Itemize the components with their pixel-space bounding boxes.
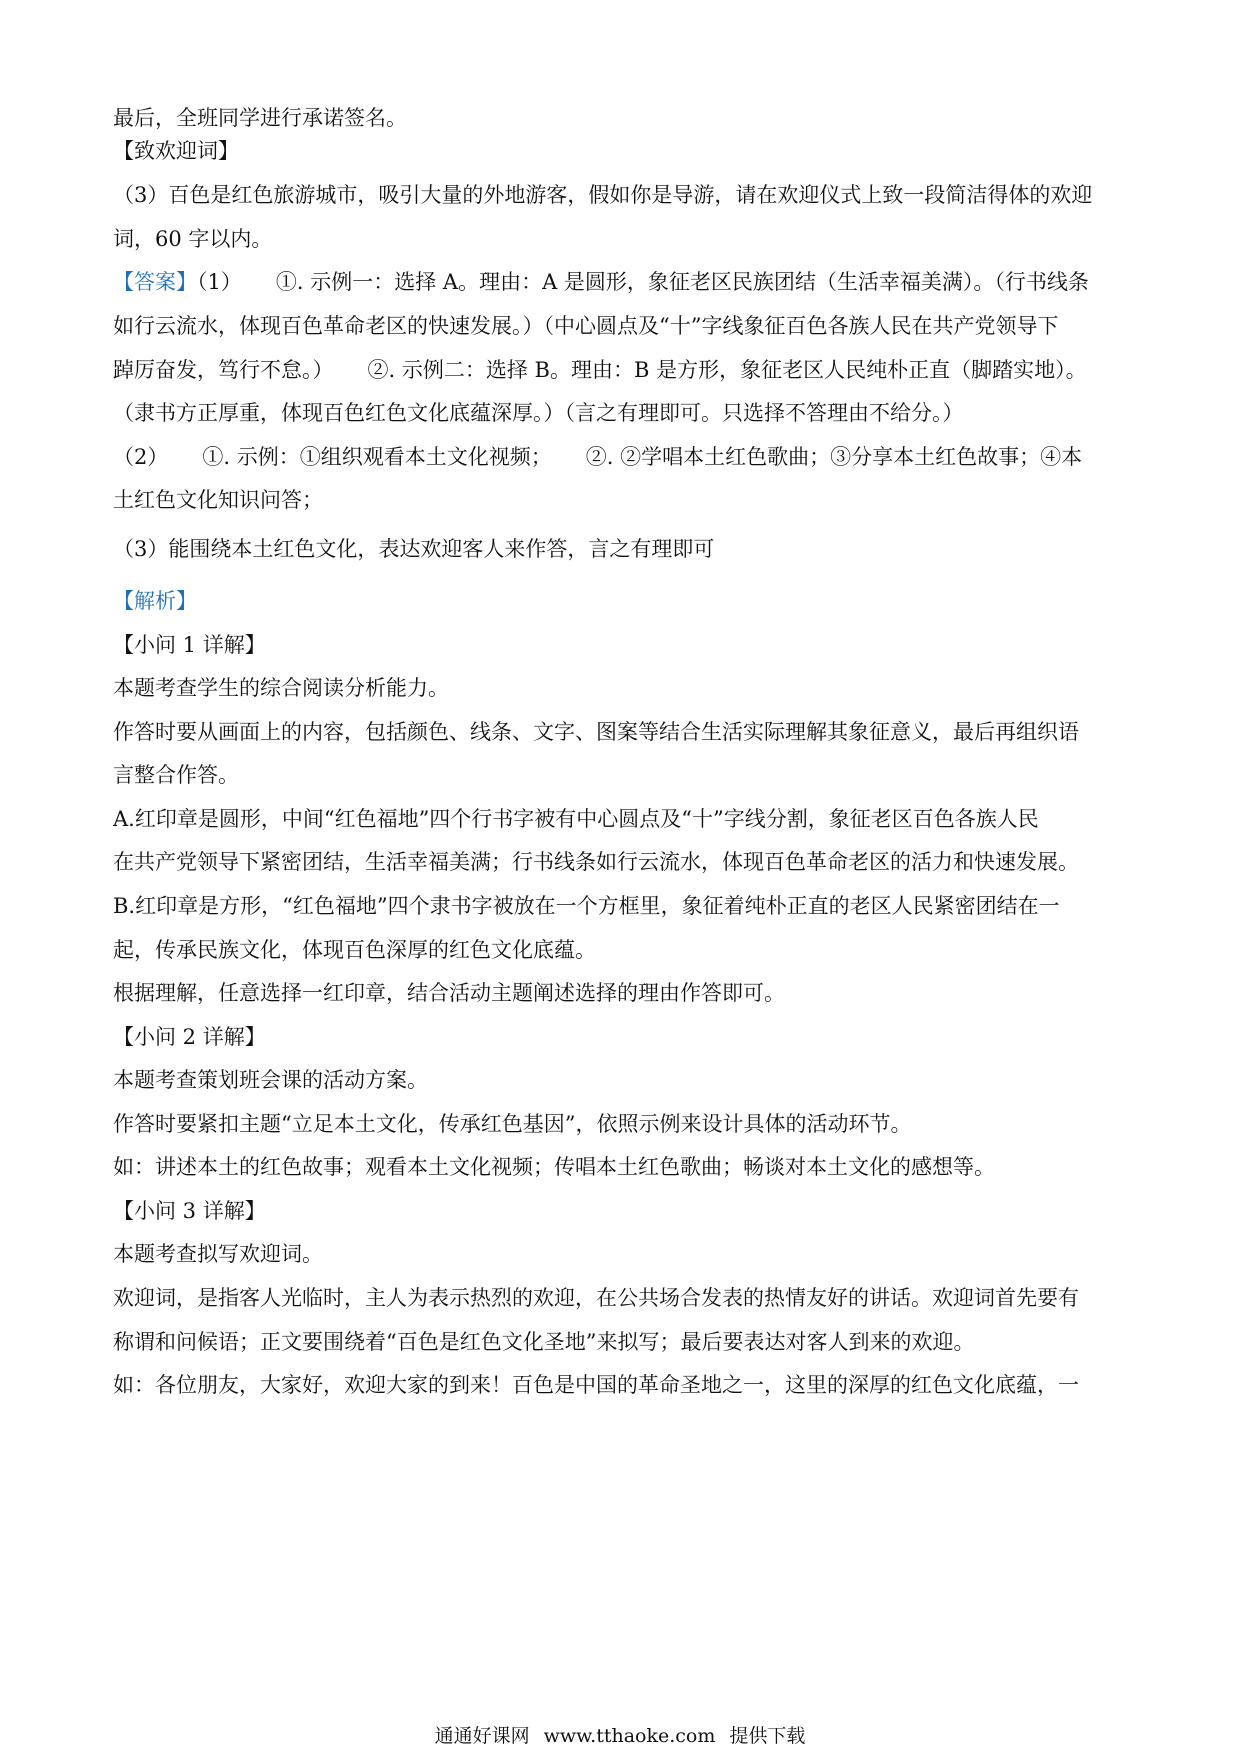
paragraph: 最后，全班同学进行承诺签名。 bbox=[113, 106, 407, 130]
footer-site-name: 通通好课网 bbox=[434, 1725, 530, 1747]
paragraph: 本题考查学生的综合阅读分析能力。 bbox=[113, 676, 449, 700]
paragraph: 词，60 字以内。 bbox=[113, 227, 273, 251]
answer-number: （1） bbox=[197, 270, 242, 294]
footer-note: 提供下载 bbox=[729, 1725, 806, 1747]
answer-line bbox=[113, 268, 1133, 296]
paragraph: 作答时要从画面上的内容，包括颜色、线条、文字、图案等结合生活实际理解其象征意义，最后再组织语 bbox=[113, 720, 1079, 744]
paragraph: 起，传承民族文化，体现百色深厚的红色文化底蕴。 bbox=[113, 938, 596, 962]
paragraph-line bbox=[113, 356, 1133, 384]
paragraph: 称谓和问候语；正文要围绕着“百色是红色文化圣地”来拟写；最后要表达对客人到来的欢迎。 bbox=[113, 1330, 975, 1354]
paragraph: 在共产党领导下紧密团结，生活幸福美满；行书线条如行云流水，体现百色革命老区的活力和快速发展。 bbox=[113, 850, 1079, 874]
paragraph: （隶书方正厚重，体现百色红色文化底蕴深厚。）（言之有理即可。只选择不答理由不给分。） bbox=[113, 401, 964, 425]
paragraph: 根据理解，任意选择一红印章，结合活动主题阐述选择的理由作答即可。 bbox=[113, 981, 785, 1005]
paragraph: 作答时要紧扣主题“立足本土文化，传承红色基因”，依照示例来设计具体的活动环节。 bbox=[113, 1112, 912, 1136]
paragraph: 如：各位朋友，大家好，欢迎大家的到来！百色是中国的革命圣地之一，这里的深厚的红色文化底蕴，一 bbox=[113, 1373, 1079, 1397]
paragraph: 言整合作答。 bbox=[113, 763, 239, 787]
page-footer bbox=[0, 1724, 1240, 1748]
answer-text: ②. 示例二：选择 B。理由：B 是方形，象征老区人民纯朴正直（脚踏实地）。 bbox=[367, 358, 1087, 382]
analysis-label: 【解析】 bbox=[113, 589, 197, 613]
paragraph: 如行云流水，体现百色革命老区的快速发展。）（中心圆点及“十”字线象征百色各族人民在共产党领导下 bbox=[113, 314, 1059, 338]
answer-number: （2） bbox=[113, 445, 169, 469]
paragraph: 本题考查策划班会课的活动方案。 bbox=[113, 1068, 428, 1092]
answer-label: 【答案】 bbox=[113, 270, 197, 294]
answer-text: ①. 示例一：选择 A。理由：A 是圆形，象征老区民族团结（生活幸福美满）。（行书线条 bbox=[275, 270, 1089, 294]
paragraph: （3）能围绕本土红色文化，表达欢迎客人来作答，言之有理即可 bbox=[113, 537, 715, 561]
section-heading: 【小问 3 详解】 bbox=[113, 1199, 266, 1223]
paragraph: 如：讲述本土的红色故事；观看本土文化视频；传唱本土红色歌曲；畅谈对本土文化的感想等。 bbox=[113, 1155, 995, 1179]
paragraph: （3）百色是红色旅游城市，吸引大量的外地游客，假如你是导游，请在欢迎仪式上致一段简洁得体的欢迎 bbox=[113, 183, 1093, 207]
section-heading: 【小问 1 详解】 bbox=[113, 633, 266, 657]
section-heading: 【致欢迎词】 bbox=[113, 139, 239, 163]
answer-text: ②. ②学唱本土红色歌曲；③分享本土红色故事；④本 bbox=[585, 445, 1083, 469]
paragraph: 本题考查拟写欢迎词。 bbox=[113, 1242, 323, 1266]
paragraph: 土红色文化知识问答； bbox=[113, 488, 323, 512]
answer-text: ①. 示例：①组织观看本土文化视频； bbox=[202, 445, 552, 469]
paragraph: B.红印章是方形，“红色福地”四个隶书字被放在一个方框里，象征着纯朴正直的老区人民紧密团结在一 bbox=[113, 894, 1060, 918]
paragraph-line bbox=[113, 443, 1133, 471]
paragraph: 欢迎词，是指客人光临时，主人为表示热烈的欢迎，在公共场合发表的热情友好的讲话。欢迎词首先要有 bbox=[113, 1286, 1079, 1310]
paragraph: A.红印章是圆形，中间“红色福地”四个行书字被有中心圆点及“十”字线分割，象征老区百色各族人民 bbox=[113, 807, 1039, 831]
footer-url-link[interactable]: www.tthaoke.com bbox=[543, 1725, 716, 1747]
answer-text: 踔厉奋发，笃行不怠。） bbox=[113, 358, 334, 382]
section-heading: 【小问 2 详解】 bbox=[113, 1025, 266, 1049]
